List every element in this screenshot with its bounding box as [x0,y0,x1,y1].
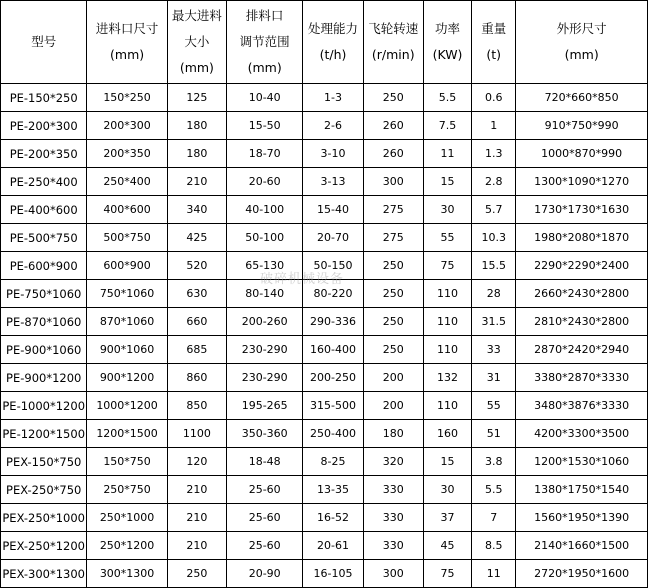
table-header-row [1,1,648,84]
cell-model: PE-900*1200 [1,364,87,392]
table-cell: 11 [423,140,471,168]
table-cell: 110 [423,280,471,308]
column-header-feed-opening-size [87,1,167,84]
table-cell: 2140*1660*1500 [516,532,648,560]
table-cell: 210 [167,504,226,532]
table-cell: 1980*2080*1870 [516,224,648,252]
table-cell: 250 [363,336,423,364]
table-cell: 2870*2420*2940 [516,336,648,364]
table-cell: 275 [363,196,423,224]
table-cell: 15 [423,448,471,476]
table-cell: 150*750 [87,448,167,476]
table-cell: 8.5 [472,532,516,560]
header-line-unit: (t/h) [319,47,347,62]
cell-model: PE-150*250 [1,84,87,112]
table-cell: 51 [472,420,516,448]
table-cell: 0.6 [472,84,516,112]
table-cell: 1300*1090*1270 [516,168,648,196]
table-cell: 1730*1730*1630 [516,196,648,224]
table-cell: 210 [167,168,226,196]
table-cell: 425 [167,224,226,252]
table-cell: 2290*2290*2400 [516,252,648,280]
table-cell: 31.5 [472,308,516,336]
table-cell: 1-3 [303,84,363,112]
table-cell: 900*1200 [87,364,167,392]
table-cell: 1 [472,112,516,140]
table-cell: 600*900 [87,252,167,280]
table-cell: 300*1300 [87,560,167,588]
table-cell: 20-90 [227,560,303,588]
table-cell: 160 [423,420,471,448]
table-cell: 50-150 [303,252,363,280]
table-cell: 25-60 [227,476,303,504]
table-cell: 330 [363,532,423,560]
table-cell: 2660*2430*2800 [516,280,648,308]
table-cell: 250*1200 [87,532,167,560]
table-cell: 110 [423,336,471,364]
table-cell: 55 [472,392,516,420]
cell-model: PEX-300*1300 [1,560,87,588]
cell-model: PE-250*400 [1,168,87,196]
column-header-model [1,1,87,84]
table-cell: 195-265 [227,392,303,420]
table-cell: 1.3 [472,140,516,168]
table-cell: 180 [363,420,423,448]
table-cell: 30 [423,476,471,504]
table-cell: 685 [167,336,226,364]
table-cell: 55 [423,224,471,252]
cell-model: PE-1000*1200 [1,392,87,420]
table-cell: 75 [423,252,471,280]
table-cell: 132 [423,364,471,392]
header-line: 外形尺寸 [556,21,607,36]
header-line: 飞轮转速 [368,21,419,36]
table-cell: 290-336 [303,308,363,336]
table-cell: 260 [363,140,423,168]
column-header-overall-dimensions [516,1,648,84]
table-cell: 910*750*990 [516,112,648,140]
table-cell: 200*350 [87,140,167,168]
table-cell: 2-6 [303,112,363,140]
table-cell: 3380*2870*3330 [516,364,648,392]
table-cell: 250-400 [303,420,363,448]
table-cell: 31 [472,364,516,392]
table-cell: 250*400 [87,168,167,196]
cell-model: PEX-250*750 [1,476,87,504]
table-row [1,112,648,140]
table-cell: 30 [423,196,471,224]
table-cell: 180 [167,140,226,168]
table-cell: 1000*1200 [87,392,167,420]
table-cell: 250 [363,252,423,280]
cell-model: PE-400*600 [1,196,87,224]
table-cell: 80-140 [227,280,303,308]
table-cell: 315-500 [303,392,363,420]
table-cell: 15.5 [472,252,516,280]
table-cell: 40-100 [227,196,303,224]
table-cell: 250*750 [87,476,167,504]
table-cell: 900*1060 [87,336,167,364]
table-cell: 75 [423,560,471,588]
table-cell: 15-40 [303,196,363,224]
table-cell: 1200*1530*1060 [516,448,648,476]
column-header-flywheel-speed [363,1,423,84]
cell-model: PE-870*1060 [1,308,87,336]
table-cell: 1100 [167,420,226,448]
table-cell: 260 [363,112,423,140]
table-cell: 50-100 [227,224,303,252]
header-line-unit: (KW) [432,47,463,62]
header-line: 最大进料 [171,8,222,23]
table-cell: 275 [363,224,423,252]
cell-model: PE-750*1060 [1,280,87,308]
table-cell: 7 [472,504,516,532]
table-row [1,364,648,392]
table-cell: 250 [167,560,226,588]
table-cell: 200-260 [227,308,303,336]
table-row [1,224,648,252]
table-cell: 400*600 [87,196,167,224]
header-line-unit: (mm) [179,60,214,75]
table-cell: 180 [167,112,226,140]
table-cell: 210 [167,532,226,560]
table-cell: 20-70 [303,224,363,252]
cell-model: PEX-150*750 [1,448,87,476]
table-cell: 160-400 [303,336,363,364]
table-cell: 200 [363,364,423,392]
table-cell: 120 [167,448,226,476]
table-cell: 3.8 [472,448,516,476]
table-cell: 330 [363,476,423,504]
table-cell: 16-105 [303,560,363,588]
table-row [1,84,648,112]
table-cell: 5.7 [472,196,516,224]
table-cell: 4200*3300*3500 [516,420,648,448]
table-cell: 200*300 [87,112,167,140]
table-cell: 250 [363,280,423,308]
table-row [1,252,648,280]
table-row [1,504,648,532]
table-cell: 200 [363,392,423,420]
table-cell: 16-52 [303,504,363,532]
table-cell: 5.5 [423,84,471,112]
cell-model: PE-900*1060 [1,336,87,364]
table-cell: 210 [167,476,226,504]
table-cell: 300 [363,560,423,588]
table-row [1,280,648,308]
table-cell: 45 [423,532,471,560]
table-cell: 630 [167,280,226,308]
table-cell: 28 [472,280,516,308]
table-cell: 2720*1950*1600 [516,560,648,588]
table-cell: 520 [167,252,226,280]
table-cell: 110 [423,308,471,336]
table-cell: 250 [363,308,423,336]
table-cell: 25-60 [227,504,303,532]
table-cell: 340 [167,196,226,224]
table-cell: 230-290 [227,336,303,364]
header-line: 型号 [31,34,57,49]
table-row [1,532,648,560]
table-cell: 5.5 [472,476,516,504]
table-cell: 500*750 [87,224,167,252]
table-cell: 2.8 [472,168,516,196]
table-cell: 250*1000 [87,504,167,532]
column-header-weight [472,1,516,84]
header-line-unit: (mm) [247,60,282,75]
table-cell: 37 [423,504,471,532]
table-body [1,84,648,588]
table-cell: 1200*1500 [87,420,167,448]
table-cell: 300 [363,168,423,196]
table-row [1,140,648,168]
table-cell: 110 [423,392,471,420]
column-header-discharge-adjust-range [227,1,303,84]
table-header [1,1,648,84]
column-header-capacity [303,1,363,84]
table-cell: 18-48 [227,448,303,476]
table-cell: 13-35 [303,476,363,504]
table-row [1,392,648,420]
table-cell: 65-130 [227,252,303,280]
table-cell: 2810*2430*2800 [516,308,648,336]
header-line-unit: (mm) [564,47,599,62]
table-cell: 15 [423,168,471,196]
table-cell: 330 [363,504,423,532]
table-row [1,168,648,196]
column-header-max-feed-size [167,1,226,84]
header-line: 功率 [434,21,460,36]
table-cell: 850 [167,392,226,420]
table-cell: 1380*1750*1540 [516,476,648,504]
cell-model: PE-200*300 [1,112,87,140]
table-row [1,308,648,336]
table-cell: 860 [167,364,226,392]
header-line: 调节范围 [239,34,290,49]
table-cell: 3480*3876*3330 [516,392,648,420]
table-cell: 200-250 [303,364,363,392]
table-cell: 25-60 [227,532,303,560]
watermark-text: 破碎机械设备 [260,272,345,287]
table-cell: 11 [472,560,516,588]
cell-model: PE-200*350 [1,140,87,168]
table-cell: 350-360 [227,420,303,448]
table-cell: 320 [363,448,423,476]
table-cell: 150*250 [87,84,167,112]
table-cell: 660 [167,308,226,336]
table-cell: 33 [472,336,516,364]
table-cell: 230-290 [227,364,303,392]
header-line: 重量 [481,21,507,36]
table-row [1,476,648,504]
header-line: 进料口尺寸 [95,21,159,36]
table-cell: 8-25 [303,448,363,476]
table-cell: 125 [167,84,226,112]
table-cell: 10-40 [227,84,303,112]
table-cell: 1000*870*990 [516,140,648,168]
table-cell: 870*1060 [87,308,167,336]
table-cell: 15-50 [227,112,303,140]
table-cell: 720*660*850 [516,84,648,112]
header-line-unit: (r/min) [371,47,415,62]
table-row [1,196,648,224]
header-line-unit: (mm) [110,47,145,62]
cell-model: PEX-250*1200 [1,532,87,560]
table-cell: 250 [363,84,423,112]
column-header-power [423,1,471,84]
table-cell: 80-220 [303,280,363,308]
cell-model: PE-600*900 [1,252,87,280]
table-cell: 1560*1950*1390 [516,504,648,532]
table-cell: 20-60 [227,168,303,196]
header-line: 处理能力 [307,21,358,36]
table-cell: 3-10 [303,140,363,168]
table-cell: 750*1060 [87,280,167,308]
cell-model: PE-500*750 [1,224,87,252]
header-line: 大小 [184,34,210,49]
cell-model: PEX-250*1000 [1,504,87,532]
table-cell: 18-70 [227,140,303,168]
table-cell: 20-61 [303,532,363,560]
header-line-unit: (t) [486,47,502,62]
cell-model: PE-1200*1500 [1,420,87,448]
table-cell: 7.5 [423,112,471,140]
table-row [1,336,648,364]
header-line: 排料口 [245,8,284,23]
table-cell: 3-13 [303,168,363,196]
table-row [1,448,648,476]
table-row [1,420,648,448]
table-cell: 10.3 [472,224,516,252]
